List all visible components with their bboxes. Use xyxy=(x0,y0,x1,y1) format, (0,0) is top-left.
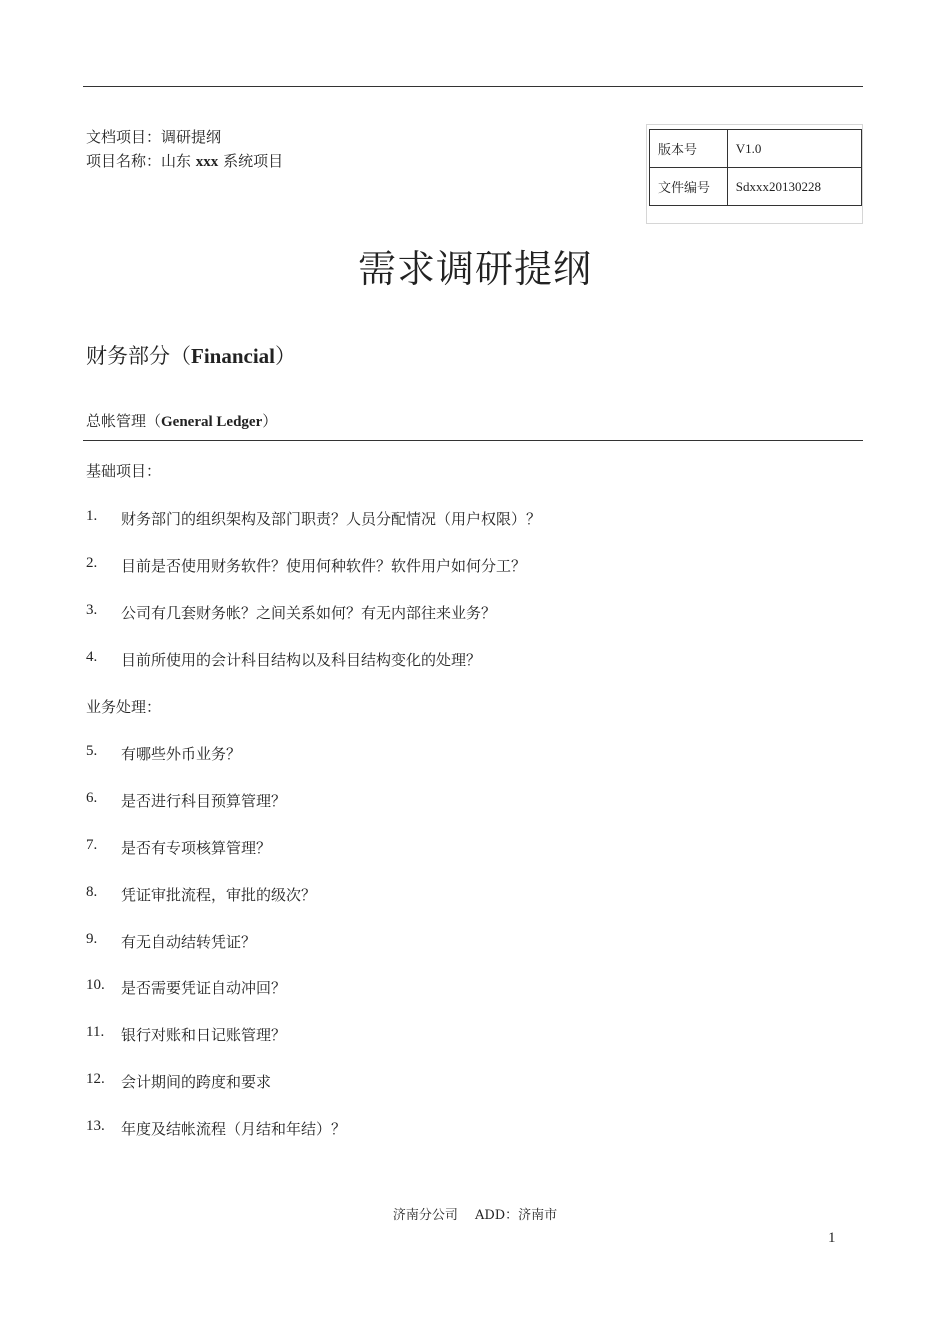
list-item: 1. 财务部门的组织架构及部门职责？人员分配情况（用户权限）？ xyxy=(86,508,542,528)
list-item: 9. 有无自动结转凭证？ xyxy=(86,931,257,951)
list-item: 3. 公司有几套财务帐？之间关系如何？有无内部往来业务？ xyxy=(86,602,497,622)
list-item: 12. 会计期间的跨度和要求 xyxy=(86,1071,272,1091)
list-item: 7. 是否有专项核算管理？ xyxy=(86,837,272,857)
file-number-value: Sdxxx20130228 xyxy=(727,168,861,206)
list-item: 6. 是否进行科目预算管理？ xyxy=(86,790,287,810)
doc-meta xyxy=(86,125,283,174)
page-number: 1 xyxy=(828,1230,836,1246)
list-item: 5. 有哪些外币业务？ xyxy=(86,743,242,763)
version-row xyxy=(650,130,862,168)
list-item: 4. 目前所使用的会计科目结构以及科目结构变化的处理？ xyxy=(86,649,482,669)
list-item: 8. 凭证审批流程，审批的级次？ xyxy=(86,884,317,904)
header-rule xyxy=(83,86,863,87)
file-number-row xyxy=(650,168,862,206)
version-label: 版本号 xyxy=(650,130,728,168)
group-heading-business: 业务处理： xyxy=(86,698,162,716)
project-name-code: xxx xyxy=(195,154,219,170)
list-item: 11. 银行对账和日记账管理？ xyxy=(86,1024,287,1044)
version-table xyxy=(649,129,862,206)
list-item: 2. 目前是否使用财务软件？使用何种软件？软件用户如何分工？ xyxy=(86,555,527,575)
page-footer: 济南分公司 ADD：济南市 xyxy=(392,1208,558,1223)
list-item: 10. 是否需要凭证自动冲回？ xyxy=(86,977,287,997)
list-item: 13. 年度及结帐流程（月结和年结）？ xyxy=(86,1118,347,1138)
subsection-rule xyxy=(83,440,863,441)
file-number-label: 文件编号 xyxy=(650,168,728,206)
subsection-heading: 总帐管理（General Ledger） xyxy=(86,412,278,430)
document-title: 需求调研提纲 xyxy=(357,247,592,291)
version-value: V1.0 xyxy=(727,130,861,168)
group-heading-basic: 基础项目： xyxy=(86,462,162,480)
doc-project-value: 调研提纲 xyxy=(161,128,222,146)
project-name-line: 项目名称：山东 xxx 系统项目 xyxy=(86,152,284,170)
section-heading: 财务部分（Financial） xyxy=(86,344,297,368)
version-table-frame xyxy=(646,124,863,224)
doc-project-line: 文档项目：调研提纲 xyxy=(86,128,222,146)
